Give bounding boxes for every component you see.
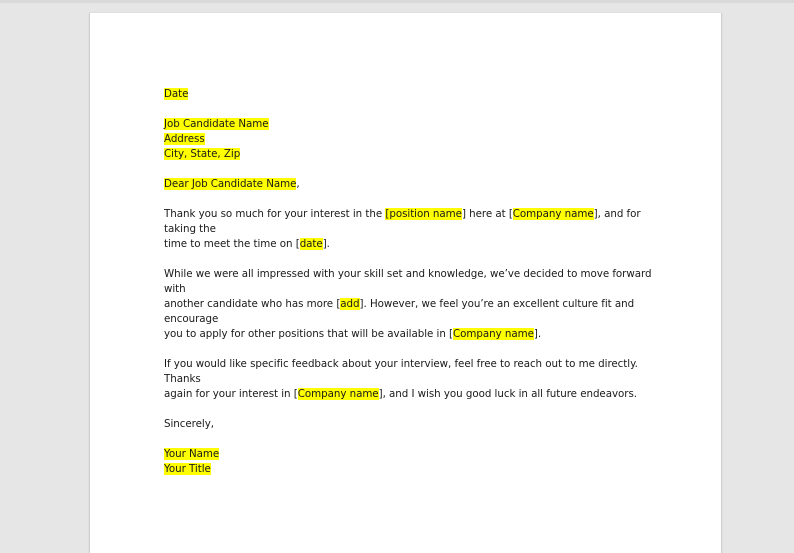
text-run: ]. However, we feel you’re an excellent culture fit and encourage bbox=[164, 298, 635, 325]
company-name-placeholder: Company name bbox=[453, 328, 534, 340]
text-run: ], and for taking the bbox=[164, 208, 641, 235]
date-placeholder: Date bbox=[164, 88, 189, 100]
spacer bbox=[164, 162, 654, 177]
text-run: another candidate who has more [ bbox=[164, 298, 341, 310]
text-run: ] here at [ bbox=[461, 208, 513, 220]
text-run: time to meet the time on [ bbox=[164, 238, 300, 250]
city-state-zip-placeholder: City, State, Zip bbox=[164, 148, 241, 160]
candidate-name-placeholder: Job Candidate Name bbox=[164, 118, 269, 130]
your-name-line bbox=[164, 447, 654, 462]
spacer bbox=[164, 342, 654, 357]
company-name-placeholder: Company name bbox=[297, 388, 379, 400]
text-run: again for your interest in [ bbox=[164, 388, 298, 400]
spacer bbox=[164, 252, 654, 267]
date-line bbox=[164, 87, 654, 102]
your-name-placeholder: Your Name bbox=[164, 448, 220, 460]
position-name-placeholder: [position name bbox=[385, 208, 462, 220]
salutation-placeholder: Dear Job Candidate Name bbox=[164, 178, 297, 190]
city-state-zip-line bbox=[164, 147, 654, 162]
text-run: ]. bbox=[533, 328, 542, 340]
text-run: ], and I wish you good luck in all future endeavors. bbox=[378, 388, 637, 400]
paragraph-feedback bbox=[164, 357, 654, 402]
text-run: you to apply for other positions that will be available in [ bbox=[164, 328, 454, 340]
paragraph-decision bbox=[164, 267, 654, 342]
text-run: If you would like specific feedback about your interview, feel free to reach out to me directly. Thanks bbox=[164, 358, 638, 385]
spacer bbox=[164, 402, 654, 417]
document-page[interactable] bbox=[89, 13, 722, 553]
salutation-comma: , bbox=[296, 178, 300, 190]
text-run: ]. bbox=[322, 238, 330, 250]
paragraph-interest bbox=[164, 207, 654, 252]
spacer bbox=[164, 432, 654, 447]
add-placeholder: add bbox=[340, 298, 360, 310]
salutation bbox=[164, 177, 654, 192]
spacer bbox=[164, 192, 654, 207]
top-edge-bar bbox=[0, 0, 794, 3]
company-name-placeholder: Company name bbox=[512, 208, 594, 220]
text-run: Thank you so much for your interest in the bbox=[164, 208, 386, 220]
address-line bbox=[164, 132, 654, 147]
letter-body bbox=[164, 87, 654, 477]
candidate-name-line bbox=[164, 117, 654, 132]
your-title-line bbox=[164, 462, 654, 477]
text-run: While we were all impressed with your skill set and knowledge, we’ve decided to move forward with bbox=[164, 268, 652, 295]
your-title-placeholder: Your Title bbox=[164, 463, 211, 475]
spacer bbox=[164, 102, 654, 117]
date-inline-placeholder: date bbox=[299, 238, 323, 250]
address-placeholder: Address bbox=[164, 133, 205, 145]
closing: Sincerely, bbox=[164, 418, 214, 430]
